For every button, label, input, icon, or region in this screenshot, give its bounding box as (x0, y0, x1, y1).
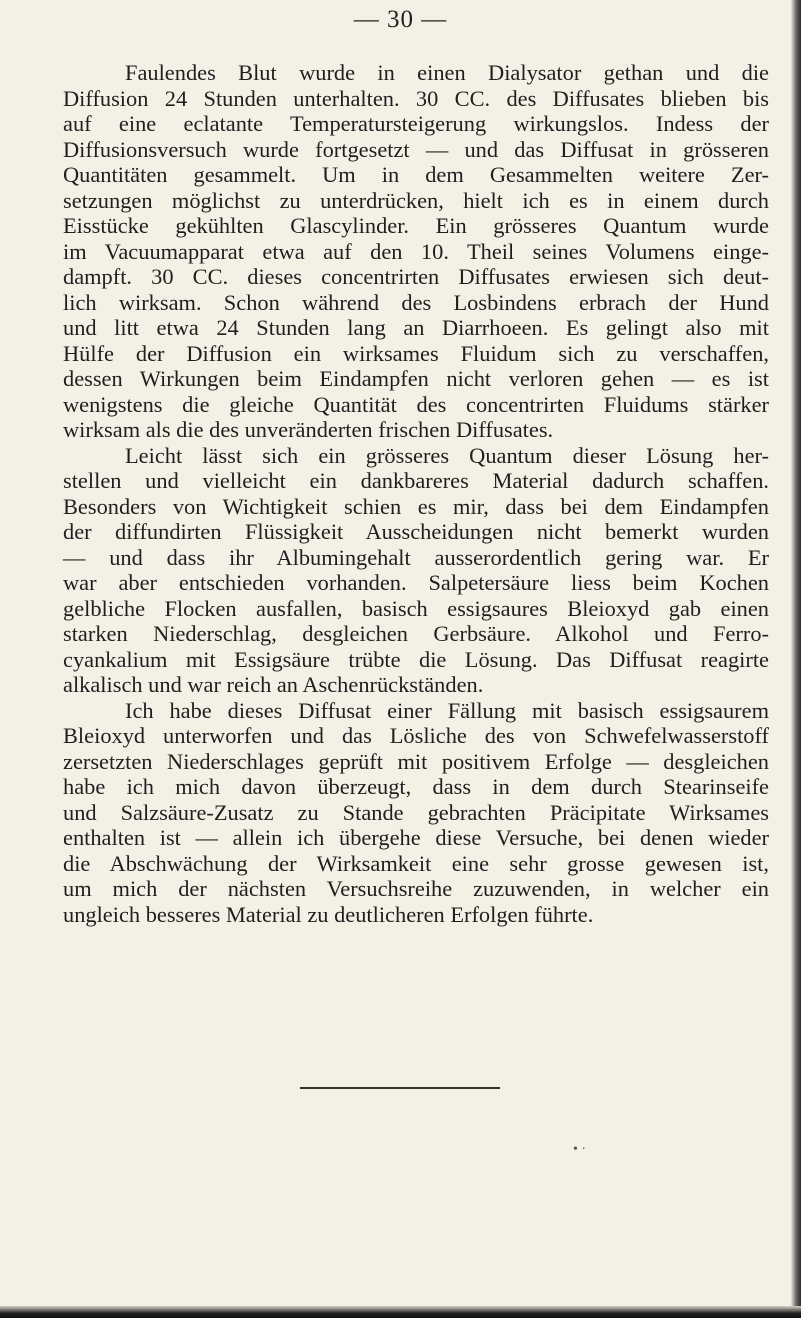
text-line: Quantitäten gesammelt. Um in dem Gesammelten weitere Zer- (63, 162, 769, 187)
text-line: wenigstens die gleiche Quantität des concentrirten Fluidums stärker (63, 391, 769, 417)
text-line: habe ich mich davon überzeugt, dass in dem durch Stearinseife (63, 774, 769, 799)
text-line: dampft. 30 CC. dieses concentrirten Diffusates erwiesen sich deut- (63, 264, 769, 289)
text-line: cyankalium mit Essigsäure trübte die Lösung. Das Diffusat reagirte (63, 646, 769, 672)
text-line: Bleioxyd unterworfen und das Lösliche des von Schwefelwasserstoff (63, 723, 769, 748)
body-text (63, 60, 769, 927)
text-line: Hülfe der Diffusion ein wirksames Fluidum sich zu verschaffen, (63, 340, 769, 366)
page-edge-shadow (791, 0, 801, 1318)
text-line: wirksam als die des unveränderten frischen Diffusates. (63, 417, 554, 442)
text-line: Ich habe dieses Diffusat einer Fällung mit basisch essigsaurem (125, 697, 769, 723)
text-line: ungleich besseres Material zu deutlicheren Erfolgen führte. (63, 901, 594, 927)
text-line: Leicht lässt sich ein grösseres Quantum dieser Lösung her- (125, 442, 769, 468)
text-line: Faulendes Blut wurde in einen Dialysator gethan und die (125, 60, 769, 85)
text-line: setzungen möglichst zu unterdrücken, hielt ich es in einem durch (63, 187, 769, 213)
text-line: enthalten ist — allein ich übergehe diese Versuche, bei denen wieder (63, 825, 769, 850)
text-line: Eisstücke gekühlten Glascylinder. Ein grösseres Quantum wurde (63, 213, 769, 238)
text-line: um mich der nächsten Versuchsreihe zuzuwenden, in welcher ein (63, 876, 769, 901)
text-line: der diffundirten Flüssigkeit Ausscheidungen nicht bemerkt wurden (63, 519, 769, 544)
text-line: stellen und vielleicht ein dankbareres Material dadurch schaffen. (63, 468, 769, 493)
text-line: zersetzten Niederschlages geprüft mit positivem Erfolge — desgleichen (63, 748, 769, 774)
text-line: Besonders von Wichtigkeit schien es mir, dass bei dem Eindampfen (63, 493, 769, 519)
text-line: und litt etwa 24 Stunden lang an Diarrhoeen. Es gelingt also mit (63, 315, 769, 340)
text-line: war aber entschieden vorhanden. Salpetersäure liess beim Kochen (63, 570, 769, 595)
text-line: dessen Wirkungen beim Eindampfen nicht verloren gehen — es ist (63, 366, 769, 391)
page-number: — 30 — (353, 6, 448, 33)
text-line: Diffusion 24 Stunden unterhalten. 30 CC. des Diffusates blieben bis (63, 85, 769, 111)
text-line: und Salzsäure-Zusatz zu Stande gebrachten Präcipitate Wirksames (63, 799, 769, 825)
text-line: Diffusionsversuch wurde fortgesetzt — und das Diffusat in grösseren (63, 136, 769, 162)
text-line: lich wirksam. Schon während des Losbindens erbrach der Hund (63, 289, 769, 315)
section-divider (300, 1087, 500, 1089)
page-bottom-shadow (0, 1306, 801, 1318)
text-line: die Abschwächung der Wirksamkeit eine sehr grosse gewesen ist, (63, 850, 769, 876)
text-line: — und dass ihr Albumingehalt ausserordentlich gering war. Er (63, 544, 769, 570)
text-line: alkalisch und war reich an Aschenrückständen. (63, 672, 484, 697)
text-line: im Vacuumapparat etwa auf den 10. Theil seines Volumens einge- (63, 238, 769, 264)
stray-marks: • · (573, 1142, 587, 1157)
text-line: gelbliche Flocken ausfallen, basisch essigsaures Bleioxyd gab einen (63, 595, 769, 621)
text-line: auf eine eclatante Temperatursteigerung wirkungslos. Indess der (63, 111, 769, 136)
text-line: starken Niederschlag, desgleichen Gerbsäure. Alkohol und Ferro- (63, 621, 769, 646)
